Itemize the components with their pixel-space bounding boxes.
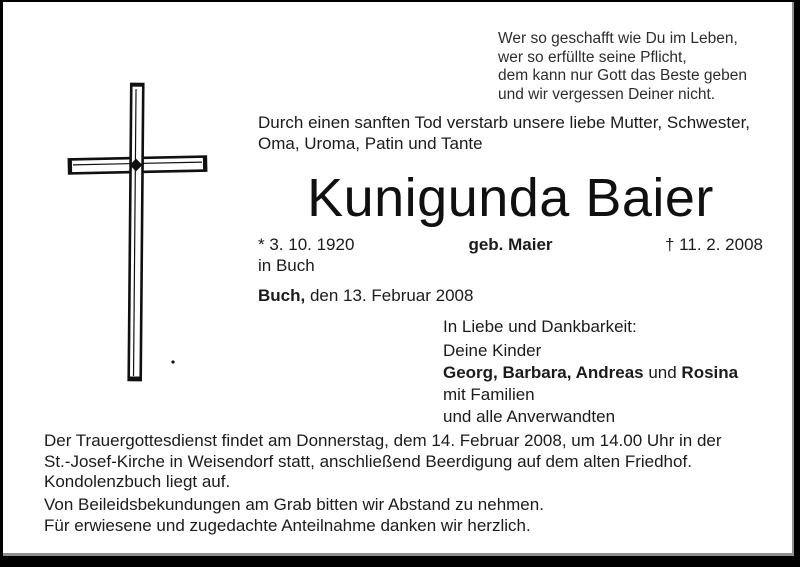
- funeral-line: Kondolenzbuch liegt auf.: [44, 472, 231, 491]
- verse-line: wer so erfüllte seine Pflicht,: [498, 48, 687, 66]
- announcement-line: Oma, Uroma, Patin und Tante: [258, 133, 483, 153]
- verse-line: und wir vergessen Deiner nicht.: [498, 85, 716, 103]
- dateline-date: den 13. Februar 2008: [305, 286, 474, 305]
- memorial-verse: [498, 30, 747, 104]
- announcement-text: [258, 113, 750, 154]
- condolence-line: Für erwiesene und zugedachte Anteilnahme danken wir herzlich.: [44, 516, 531, 535]
- mourners-names-bold: Rosina: [681, 363, 739, 382]
- announcement-line: Durch einen sanften Tod verstarb unsere liebe Mutter, Schwester,: [258, 113, 751, 132]
- verse-line: Wer so geschafft wie Du im Leben,: [498, 30, 738, 47]
- mourners-relatives: und alle Anverwandten: [443, 407, 616, 426]
- mourners-names-bold: Georg, Barbara, Andreas: [443, 363, 644, 382]
- funeral-line: St.-Josef-Kirche in Weisendorf statt, anschließend Beerdigung auf dem alten Friedhof.: [44, 451, 692, 471]
- mourners-families: mit Familien: [443, 385, 535, 404]
- deceased-name: Kunigunda Baier: [307, 168, 714, 228]
- birth-date: * 3. 10. 1920: [258, 235, 355, 254]
- mourners-names-connector: und: [643, 363, 682, 382]
- print-speck: [171, 360, 174, 363]
- dateline: [258, 285, 473, 306]
- condolence-line: Von Beileidsbekundungen am Grab bitten wir Abstand zu nehmen.: [44, 495, 544, 514]
- funeral-info: [44, 431, 722, 493]
- life-dates-row: [258, 234, 763, 255]
- dateline-place: Buch,: [258, 286, 306, 305]
- mourners-heading: In Liebe und Dankbarkeit:: [443, 317, 637, 336]
- mourners-block: [443, 316, 738, 428]
- mourners-names: [443, 362, 738, 384]
- birth-place: in Buch: [258, 256, 315, 275]
- maiden-name: geb. Maier: [468, 235, 553, 254]
- mourners-relation: Deine Kinder: [443, 341, 542, 360]
- cross-icon: [55, 74, 220, 386]
- verse-line: dem kann nur Gott das Beste geben: [498, 67, 748, 84]
- condolence-note: [44, 494, 544, 536]
- death-date: † 11. 2. 2008: [665, 235, 763, 254]
- funeral-line: Der Trauergottesdienst findet am Donnerstag, dem 14. Februar 2008, um 14.00 Uhr in der: [44, 431, 722, 450]
